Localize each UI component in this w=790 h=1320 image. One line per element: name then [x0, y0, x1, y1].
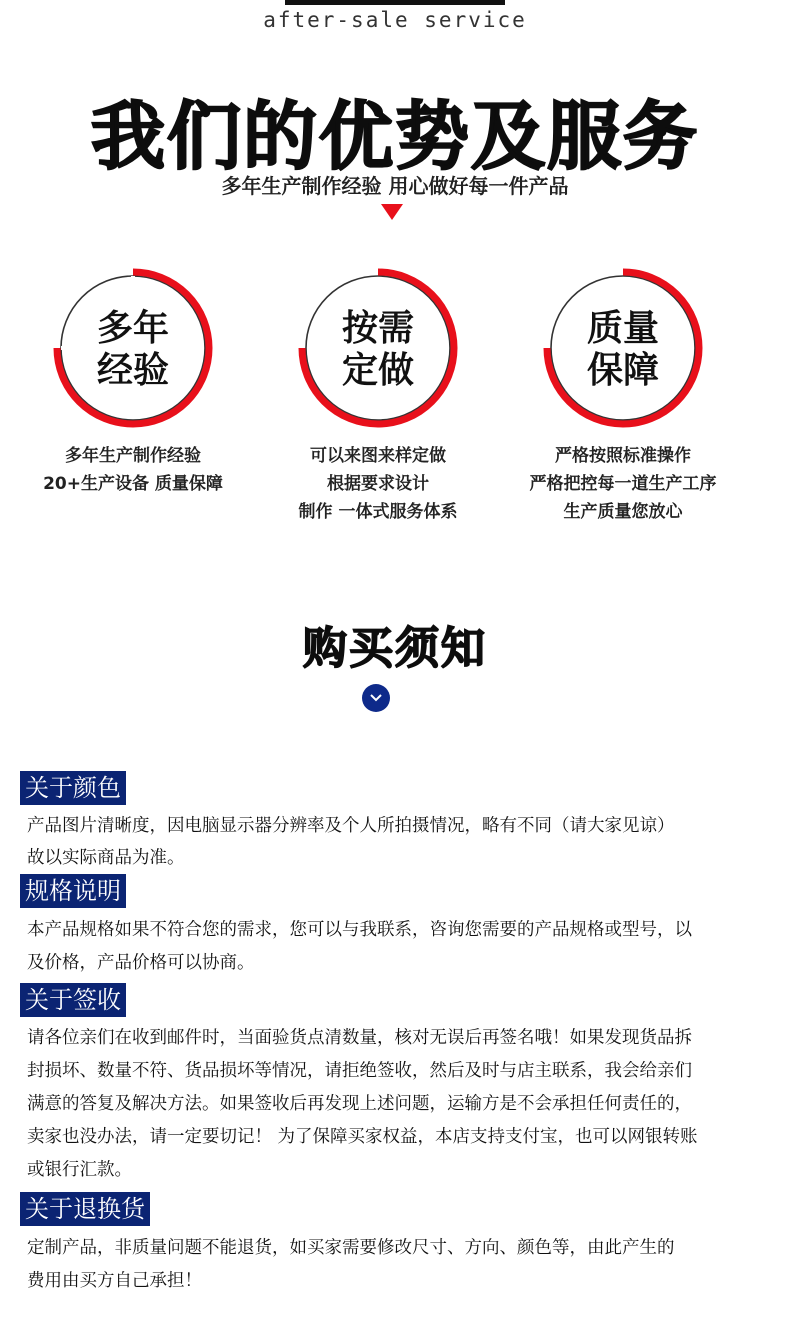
- note-body-return: [27, 1232, 767, 1298]
- advantage-title-line1: 质量: [586, 308, 659, 349]
- advantage-line: 根据要求设计: [327, 474, 429, 494]
- note-line: 或银行汇款。: [27, 1160, 132, 1180]
- note-line: 卖家也没办法，请一定要切记！ 为了保障买家权益，本店支持支付宝，也可以网银转账: [27, 1127, 698, 1147]
- after-sale-label: after-sale service: [263, 8, 527, 32]
- advantage-line: 生产质量您放心: [563, 502, 683, 522]
- advantage-title-line1: 多年: [96, 308, 169, 349]
- note-line: 及价格，产品价格可以协商。: [27, 953, 255, 973]
- top-divider: [285, 0, 505, 5]
- triangle-down-icon: [381, 204, 403, 220]
- purchase-notice-title: 购买须知: [303, 623, 487, 674]
- note-line: 封损坏、数量不符、货品损坏等情况，请拒绝签收，然后及时与店主联系，我会给亲们: [27, 1061, 692, 1081]
- advantage-line: 严格把控每一道生产工序: [529, 474, 717, 494]
- page-subtitle: 多年生产制作经验 用心做好每一件产品: [221, 174, 569, 198]
- note-line: 定制产品，非质量问题不能退货，如买家需要修改尺寸、方向、颜色等，由此产生的: [27, 1238, 675, 1258]
- note-heading-receipt: 关于签收: [20, 983, 126, 1017]
- page-title: 我们的优势及服务: [91, 94, 699, 180]
- note-heading-spec: 规格说明: [20, 874, 126, 908]
- advantage-title-line1: 按需: [341, 308, 414, 349]
- advantage-line: 制作 一体式服务体系: [298, 502, 458, 522]
- advantage-quality: [503, 268, 743, 526]
- advantage-line: 多年生产制作经验: [65, 446, 201, 466]
- chevron-down-icon: [362, 684, 390, 712]
- note-heading-return: 关于退换货: [20, 1192, 150, 1226]
- advantage-title-line2: 保障: [586, 350, 659, 391]
- advantage-experience: [13, 268, 253, 498]
- note-body-spec: [27, 914, 767, 980]
- note-body-receipt: [27, 1022, 767, 1187]
- advantage-line: 严格按照标准操作: [555, 446, 691, 466]
- advantage-custom: [258, 268, 498, 526]
- note-line: 满意的答复及解决方法。如果签收后再发现上述问题，运输方是不会承担任何责任的，: [27, 1094, 692, 1114]
- note-body-color: [27, 810, 767, 874]
- note-line: 费用由买方自己承担！: [27, 1271, 202, 1291]
- advantage-title-line2: 经验: [96, 350, 169, 391]
- note-line: 请各位亲们在收到邮件时，当面验货点清数量，核对无误后再签名哦！如果发现货品拆: [27, 1028, 692, 1048]
- advantage-title-line2: 定做: [341, 350, 414, 391]
- note-line: 产品图片清晰度，因电脑显示器分辨率及个人所拍摄情况，略有不同（请大家见谅）: [27, 816, 675, 836]
- note-line: 故以实际商品为准。: [27, 848, 185, 868]
- note-line: 本产品规格如果不符合您的需求，您可以与我联系，咨询您需要的产品规格或型号，以: [27, 920, 692, 940]
- note-heading-color: 关于颜色: [20, 771, 126, 805]
- advantage-line: 可以来图来样定做: [310, 446, 446, 466]
- advantage-line: 20+生产设备 质量保障: [43, 474, 223, 494]
